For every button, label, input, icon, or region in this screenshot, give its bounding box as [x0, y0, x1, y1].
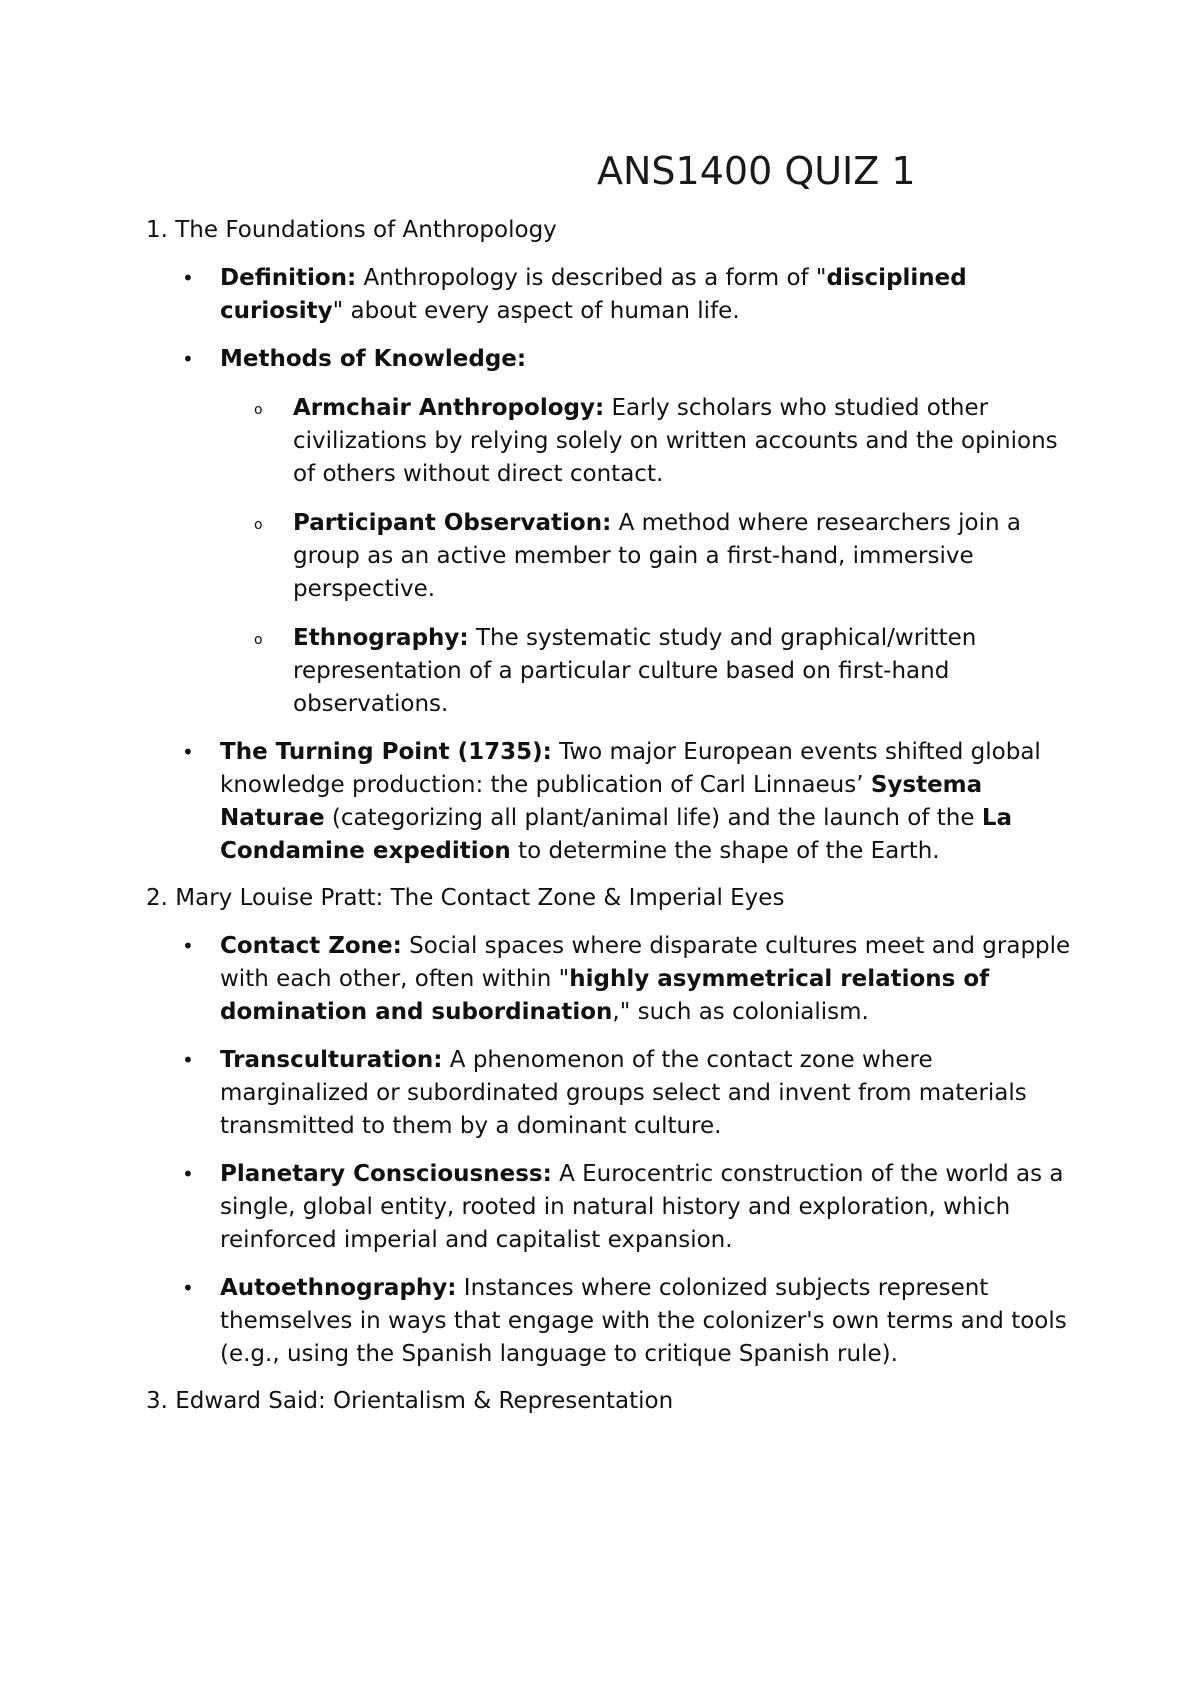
- bullet-icon: •: [182, 1048, 194, 1072]
- list-item-definition: [146, 262, 1086, 328]
- term-label: Contact Zone:: [220, 933, 402, 959]
- bullet-icon: •: [182, 934, 194, 958]
- bold-term: disciplined curiosity: [220, 265, 967, 324]
- term-label: Armchair Anthropology:: [293, 395, 605, 421]
- item-text: Instances where colonized subjects represent themselves in ways that engage with the colonizer's own terms and tools (e.g., using the Spanish language to critique Spanish rule).: [220, 1275, 1067, 1367]
- bullet-icon: •: [182, 740, 194, 764]
- item-text: to determine the shape of the Earth.: [510, 838, 940, 864]
- bold-term: Systema Naturae: [220, 772, 983, 831]
- item-text: A phenomenon of the contact zone where marginalized or subordinated groups select and invent from materials transmitted to them by a dominant culture.: [220, 1047, 1027, 1139]
- term-label: Transculturation:: [220, 1047, 443, 1073]
- document-title: ANS1400 QUIZ 1: [597, 149, 916, 193]
- sub-bullet-icon: o: [254, 632, 263, 648]
- term-label: Autoethnography:: [220, 1275, 457, 1301]
- item-text: Early scholars who studied other civilizations by relying solely on written accounts and the opinions of others without direct contact.: [293, 395, 1058, 487]
- sublist-item-participant: [146, 507, 1086, 606]
- sublist-item-ethnography: [146, 622, 1086, 721]
- list-item-transculturation: [146, 1044, 1086, 1143]
- item-text: A Eurocentric construction of the world as a single, global entity, rooted in natural history and exploration, which reinforced imperial and capitalist expansion.: [220, 1161, 1064, 1253]
- bold-term: La Condamine expedition: [220, 805, 1012, 864]
- bullet-icon: •: [182, 1276, 194, 1300]
- section-heading-2: 2. Mary Louise Pratt: The Contact Zone & Imperial Eyes: [146, 885, 785, 911]
- item-text: ," such as colonialism.: [612, 999, 869, 1025]
- section-heading-3: 3. Edward Said: Orientalism & Representation: [146, 1388, 674, 1414]
- section-1-list: [146, 262, 1086, 868]
- list-item-autoethnography: [146, 1272, 1086, 1371]
- section-heading-1: 1. The Foundations of Anthropology: [146, 217, 557, 243]
- term-label: Methods of Knowledge:: [220, 346, 527, 372]
- item-text: Two major European events shifted global knowledge production: the publication of Carl Linnaeus’: [220, 739, 1041, 798]
- item-text: The systematic study and graphical/written representation of a particular culture based on first-hand observations.: [293, 625, 977, 717]
- list-item-methods: [146, 343, 1086, 721]
- list-item-planetary-consciousness: [146, 1158, 1086, 1257]
- list-item-turning-point: [146, 736, 1086, 868]
- section-2-list: [146, 930, 1086, 1371]
- list-item-contact-zone: [146, 930, 1086, 1029]
- sub-bullet-icon: o: [254, 517, 263, 533]
- methods-sublist: [220, 392, 1086, 721]
- bullet-icon: •: [182, 1162, 194, 1186]
- term-label: Definition:: [220, 265, 357, 291]
- document-body: [146, 214, 1086, 1418]
- item-text: Anthropology is described as a form of ": [356, 265, 827, 291]
- term-label: The Turning Point (1735):: [220, 739, 552, 765]
- item-text: Social spaces where disparate cultures meet and grapple with each other, often within ": [220, 933, 1071, 992]
- sub-bullet-icon: o: [254, 402, 263, 418]
- term-label: Planetary Consciousness:: [220, 1161, 552, 1187]
- bullet-icon: •: [182, 266, 194, 290]
- sublist-item-armchair: [146, 392, 1086, 491]
- item-text: " about every aspect of human life.: [332, 298, 740, 324]
- term-label: Participant Observation:: [293, 510, 612, 536]
- item-text: (categorizing all plant/animal life) and the launch of the: [324, 805, 982, 831]
- term-label: Ethnography:: [293, 625, 469, 651]
- item-text: A method where researchers join a group as an active member to gain a first-hand, immersive perspective.: [293, 510, 1021, 602]
- bold-term: highly asymmetrical relations of domination and subordination: [220, 966, 990, 1025]
- bullet-icon: •: [182, 347, 194, 371]
